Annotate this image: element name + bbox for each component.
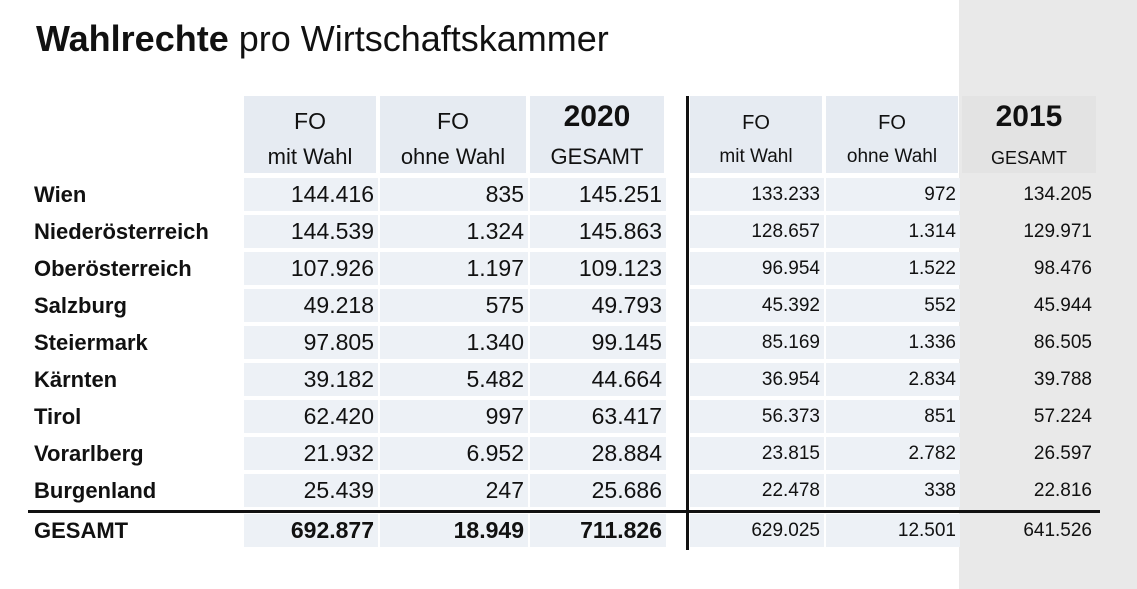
cell-fo-ohne-wahl-2020: 18.949	[380, 514, 528, 547]
cell-fo-mit-wahl-2020: 21.932	[244, 437, 378, 470]
cell-gesamt-2020: 49.793	[530, 289, 666, 322]
cell-fo-mit-wahl-2015: 85.169	[690, 326, 824, 359]
cell-gesamt-2015: 39.788	[962, 363, 1096, 396]
cell-gesamt-2015: 45.944	[962, 289, 1096, 322]
row-label: Kärnten	[34, 367, 118, 392]
page-title	[36, 18, 609, 60]
cell-fo-mit-wahl-2020: 107.926	[244, 252, 378, 285]
cell-gesamt-2020: 44.664	[530, 363, 666, 396]
cell-fo-mit-wahl-2015: 36.954	[690, 363, 824, 396]
cell-gesamt-2020: 145.251	[530, 178, 666, 211]
cell-gesamt-2020: 28.884	[530, 437, 666, 470]
row-label: Salzburg	[34, 293, 127, 318]
row-label: Tirol	[34, 404, 82, 429]
cell-fo-mit-wahl-2015: 23.815	[690, 437, 824, 470]
header-2015-fo-ohne-wahl	[826, 96, 958, 173]
cell-gesamt-2015: 26.597	[962, 437, 1096, 470]
cell-fo-ohne-wahl-2020: 247	[380, 474, 528, 507]
cell-gesamt-2020: 711.826	[530, 514, 666, 547]
row-label: Vorarlberg	[34, 441, 144, 466]
header-sublabel: mit Wahl	[719, 146, 793, 167]
header-sublabel: GESAMT	[550, 144, 644, 169]
header-sublabel: GESAMT	[990, 148, 1067, 168]
row-label: Oberösterreich	[34, 256, 192, 281]
cell-fo-mit-wahl-2020: 97.805	[244, 326, 378, 359]
cell-fo-ohne-wahl-2015: 1.336	[826, 326, 960, 359]
cell-fo-ohne-wahl-2020: 997	[380, 400, 528, 433]
cell-fo-mit-wahl-2015: 629.025	[690, 514, 824, 547]
cell-gesamt-2015: 98.476	[962, 252, 1096, 285]
cell-gesamt-2015: 86.505	[962, 326, 1096, 359]
cell-fo-ohne-wahl-2015: 1.522	[826, 252, 960, 285]
title-bold: Wahlrechte	[36, 18, 229, 59]
header-2020-fo-mit-wahl	[244, 96, 376, 173]
cell-fo-ohne-wahl-2015: 972	[826, 178, 960, 211]
header-2020-gesamt	[530, 96, 664, 173]
title-rest: pro Wirtschaftskammer	[228, 18, 609, 59]
cell-gesamt-2015: 22.816	[962, 474, 1096, 507]
cell-fo-mit-wahl-2020: 39.182	[244, 363, 378, 396]
cell-fo-mit-wahl-2015: 133.233	[690, 178, 824, 211]
cell-gesamt-2015: 129.971	[962, 215, 1096, 248]
cell-fo-ohne-wahl-2015: 1.314	[826, 215, 960, 248]
cell-fo-mit-wahl-2015: 22.478	[690, 474, 824, 507]
total-row-label: GESAMT	[34, 518, 129, 543]
header-sublabel: mit Wahl	[267, 144, 353, 169]
cell-fo-ohne-wahl-2015: 338	[826, 474, 960, 507]
header-2020-fo-ohne-wahl	[380, 96, 526, 173]
cell-fo-mit-wahl-2015: 45.392	[690, 289, 824, 322]
cell-fo-mit-wahl-2020: 49.218	[244, 289, 378, 322]
cell-fo-ohne-wahl-2020: 6.952	[380, 437, 528, 470]
cell-fo-mit-wahl-2020: 62.420	[244, 400, 378, 433]
header-sublabel: ohne Wahl	[400, 144, 506, 169]
cell-fo-mit-wahl-2020: 144.416	[244, 178, 378, 211]
row-label: Niederösterreich	[34, 219, 209, 244]
header-label: FO	[294, 108, 326, 134]
header-year: 2015	[995, 100, 1063, 133]
cell-fo-ohne-wahl-2020: 1.324	[380, 215, 528, 248]
cell-gesamt-2020: 99.145	[530, 326, 666, 359]
header-year: 2020	[563, 100, 631, 133]
cell-gesamt-2015: 641.526	[962, 514, 1096, 547]
cell-gesamt-2020: 109.123	[530, 252, 666, 285]
cell-fo-mit-wahl-2020: 25.439	[244, 474, 378, 507]
cell-fo-mit-wahl-2020: 144.539	[244, 215, 378, 248]
header-sublabel: ohne Wahl	[846, 146, 938, 167]
header-2015-gesamt	[962, 96, 1096, 173]
header-label: FO	[742, 112, 770, 134]
cell-gesamt-2015: 57.224	[962, 400, 1096, 433]
header-label: FO	[437, 108, 469, 134]
cell-fo-ohne-wahl-2020: 1.340	[380, 326, 528, 359]
cell-fo-ohne-wahl-2015: 851	[826, 400, 960, 433]
cell-fo-ohne-wahl-2020: 835	[380, 178, 528, 211]
cell-fo-ohne-wahl-2015: 12.501	[826, 514, 960, 547]
cell-gesamt-2020: 63.417	[530, 400, 666, 433]
cell-gesamt-2020: 145.863	[530, 215, 666, 248]
cell-gesamt-2015: 134.205	[962, 178, 1096, 211]
cell-fo-ohne-wahl-2015: 2.782	[826, 437, 960, 470]
total-divider	[28, 510, 1100, 513]
cell-fo-ohne-wahl-2020: 5.482	[380, 363, 528, 396]
year-divider	[686, 96, 689, 550]
cell-fo-mit-wahl-2020: 692.877	[244, 514, 378, 547]
cell-fo-ohne-wahl-2020: 1.197	[380, 252, 528, 285]
row-label: Wien	[34, 182, 87, 207]
row-label: Steiermark	[34, 330, 148, 355]
cell-fo-mit-wahl-2015: 56.373	[690, 400, 824, 433]
cell-fo-ohne-wahl-2015: 2.834	[826, 363, 960, 396]
cell-fo-ohne-wahl-2020: 575	[380, 289, 528, 322]
cell-fo-ohne-wahl-2015: 552	[826, 289, 960, 322]
header-label: FO	[878, 112, 906, 134]
cell-fo-mit-wahl-2015: 96.954	[690, 252, 824, 285]
row-label: Burgenland	[34, 478, 157, 503]
cell-fo-mit-wahl-2015: 128.657	[690, 215, 824, 248]
header-2015-fo-mit-wahl	[690, 96, 822, 173]
cell-gesamt-2020: 25.686	[530, 474, 666, 507]
